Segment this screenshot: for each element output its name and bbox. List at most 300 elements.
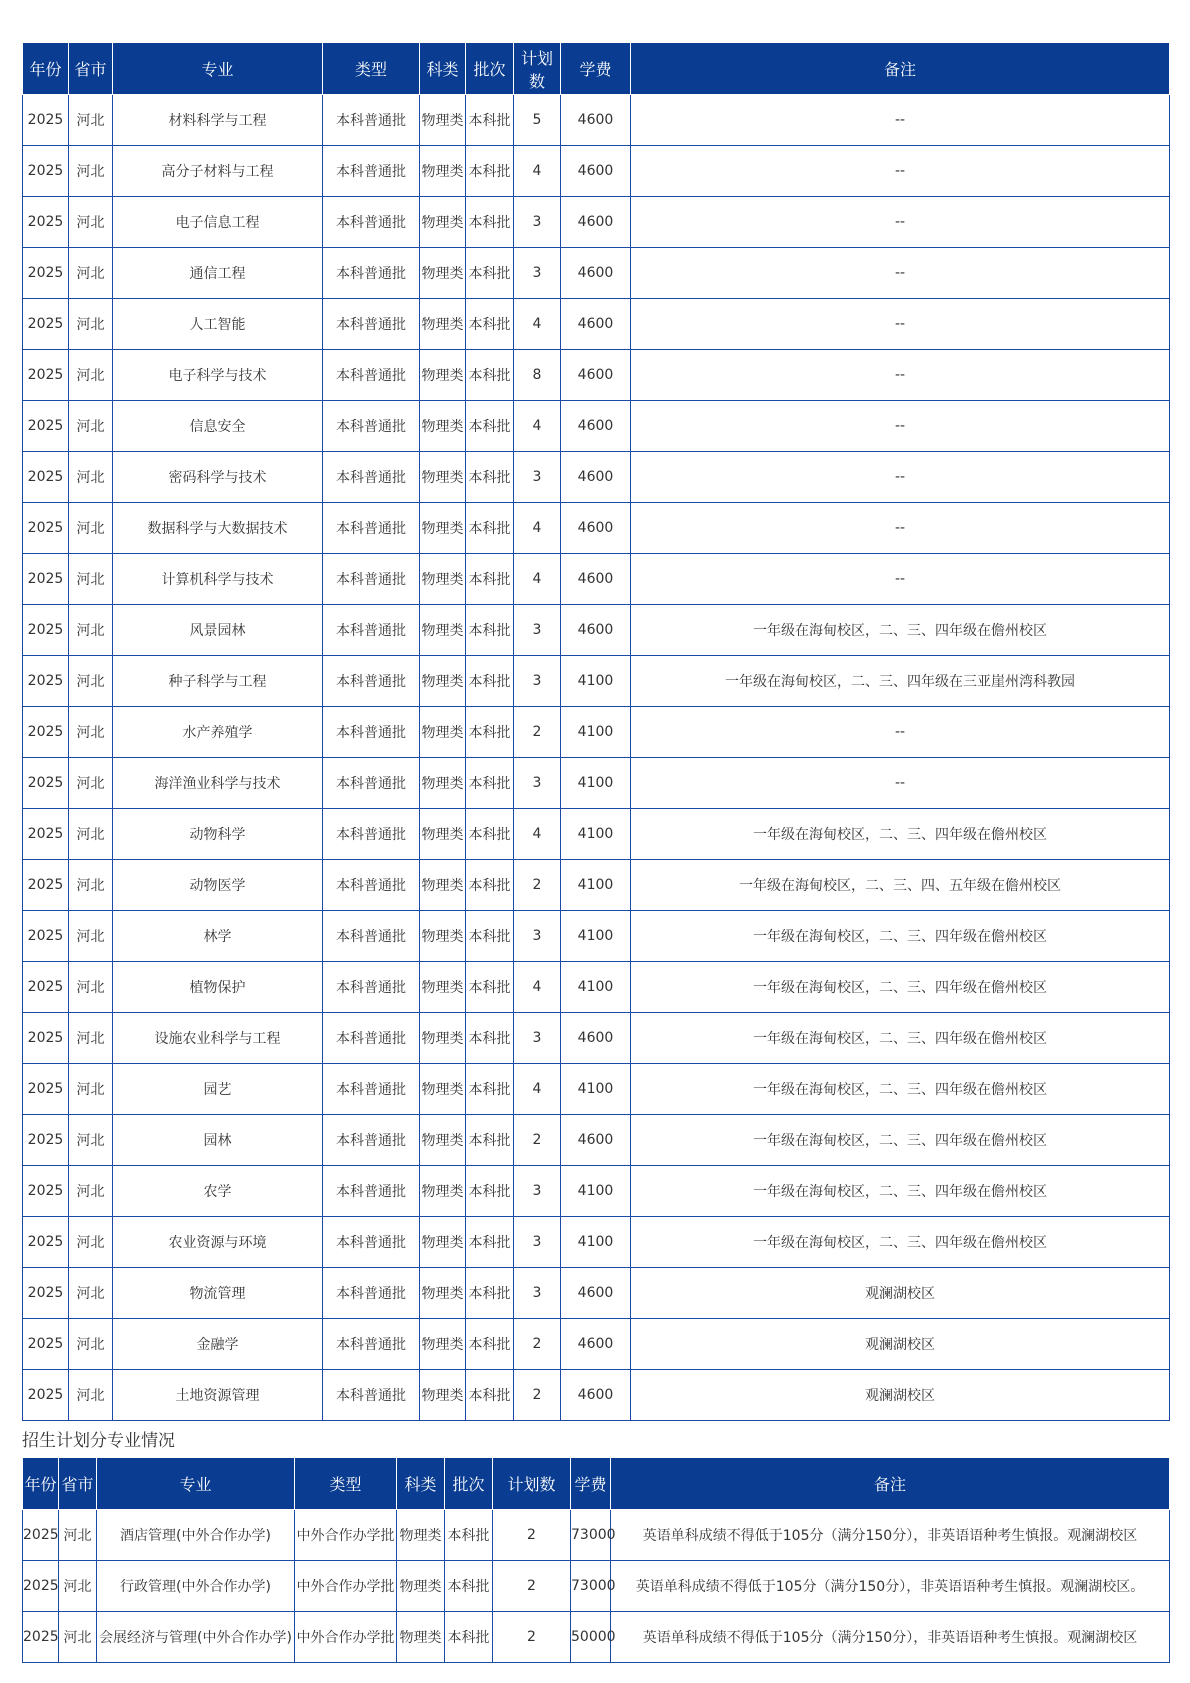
cell-batch: 本科批: [466, 1268, 514, 1319]
cell-batch: 本科批: [466, 452, 514, 503]
cell-province: 河北: [69, 860, 113, 911]
cell-major: 动物科学: [113, 809, 323, 860]
table-header-row: [23, 1458, 1170, 1510]
cell-plan-count: 3: [514, 1013, 561, 1064]
table-row: [23, 1268, 1170, 1319]
header-province: 省市: [69, 43, 113, 95]
cell-major: 土地资源管理: [113, 1370, 323, 1421]
cell-year: 2025: [23, 248, 69, 299]
cell-year: 2025: [23, 758, 69, 809]
cell-remarks: 一年级在海甸校区，二、三、四年级在儋州校区: [631, 809, 1170, 860]
table-row: [23, 1370, 1170, 1421]
cell-major: 动物医学: [113, 860, 323, 911]
cell-category: 物理类: [420, 1013, 466, 1064]
cell-type: 本科普通批: [323, 962, 420, 1013]
cell-year: 2025: [23, 1370, 69, 1421]
cell-year: 2025: [23, 1064, 69, 1115]
header-major: 专业: [97, 1458, 295, 1510]
cell-type: 本科普通批: [323, 1268, 420, 1319]
cell-tuition: 4100: [561, 911, 631, 962]
cell-year: 2025: [23, 299, 69, 350]
cell-remarks: 一年级在海甸校区，二、三、四年级在儋州校区: [631, 605, 1170, 656]
cell-year: 2025: [23, 1166, 69, 1217]
cell-major: 风景园林: [113, 605, 323, 656]
cell-province: 河北: [69, 248, 113, 299]
cell-type: 本科普通批: [323, 809, 420, 860]
table-body: [23, 95, 1170, 1421]
cell-type: 本科普通批: [323, 1013, 420, 1064]
cell-major: 电子科学与技术: [113, 350, 323, 401]
cell-remarks: --: [631, 401, 1170, 452]
table-row: [23, 1064, 1170, 1115]
cell-province: 河北: [69, 1115, 113, 1166]
cell-remarks: 一年级在海甸校区，二、三、四年级在儋州校区: [631, 1115, 1170, 1166]
table-row: [23, 350, 1170, 401]
cell-remarks: 英语单科成绩不得低于105分（满分150分），非英语语种考生慎报。观澜湖校区: [611, 1612, 1170, 1663]
header-plan-count: 计划数: [493, 1458, 571, 1510]
cell-remarks: 英语单科成绩不得低于105分（满分150分），非英语语种考生慎报。观澜湖校区。: [611, 1561, 1170, 1612]
cell-category: 物理类: [420, 1064, 466, 1115]
cell-major: 金融学: [113, 1319, 323, 1370]
cell-tuition: 4600: [561, 248, 631, 299]
cell-batch: 本科批: [466, 554, 514, 605]
table-row: [23, 758, 1170, 809]
cell-category: 物理类: [420, 860, 466, 911]
cell-batch: 本科批: [466, 860, 514, 911]
cell-major: 林学: [113, 911, 323, 962]
table-row: [23, 1115, 1170, 1166]
cell-year: 2025: [23, 1319, 69, 1370]
cell-remarks: 观澜湖校区: [631, 1319, 1170, 1370]
header-remarks: 备注: [611, 1458, 1170, 1510]
header-province: 省市: [59, 1458, 97, 1510]
cell-category: 物理类: [420, 1115, 466, 1166]
cell-province: 河北: [69, 1370, 113, 1421]
cell-remarks: 一年级在海甸校区，二、三、四、五年级在儋州校区: [631, 860, 1170, 911]
cell-type: 本科普通批: [323, 1319, 420, 1370]
cell-batch: 本科批: [466, 248, 514, 299]
cell-type: 本科普通批: [323, 350, 420, 401]
cell-province: 河北: [69, 146, 113, 197]
cell-batch: 本科批: [466, 299, 514, 350]
cell-tuition: 4600: [561, 1319, 631, 1370]
cell-batch: 本科批: [466, 1370, 514, 1421]
cell-province: 河北: [69, 1217, 113, 1268]
cell-tuition: 4600: [561, 95, 631, 146]
cell-category: 物理类: [420, 95, 466, 146]
cell-plan-count: 4: [514, 554, 561, 605]
cell-batch: 本科批: [466, 1217, 514, 1268]
cell-major: 材料科学与工程: [113, 95, 323, 146]
cell-type: 本科普通批: [323, 299, 420, 350]
cell-year: 2025: [23, 656, 69, 707]
cell-remarks: --: [631, 95, 1170, 146]
cell-remarks: --: [631, 299, 1170, 350]
cell-year: 2025: [23, 1217, 69, 1268]
cell-remarks: --: [631, 758, 1170, 809]
cell-plan-count: 4: [514, 962, 561, 1013]
header-year: 年份: [23, 1458, 59, 1510]
table-row: [23, 707, 1170, 758]
table-row: [23, 503, 1170, 554]
cell-remarks: --: [631, 707, 1170, 758]
cell-plan-count: 3: [514, 911, 561, 962]
cell-type: 本科普通批: [323, 605, 420, 656]
cell-category: 物理类: [420, 299, 466, 350]
joint-program-table: [22, 1457, 1170, 1663]
cell-remarks: 一年级在海甸校区，二、三、四年级在儋州校区: [631, 911, 1170, 962]
cell-plan-count: 5: [514, 95, 561, 146]
cell-plan-count: 2: [514, 707, 561, 758]
cell-tuition: 4600: [561, 299, 631, 350]
cell-plan-count: 3: [514, 1217, 561, 1268]
cell-batch: 本科批: [445, 1612, 493, 1663]
cell-tuition: 4600: [561, 1115, 631, 1166]
cell-type: 本科普通批: [323, 707, 420, 758]
cell-province: 河北: [69, 95, 113, 146]
cell-year: 2025: [23, 146, 69, 197]
cell-tuition: 4600: [561, 401, 631, 452]
cell-major: 农学: [113, 1166, 323, 1217]
cell-category: 物理类: [397, 1612, 445, 1663]
cell-province: 河北: [69, 1166, 113, 1217]
cell-province: 河北: [69, 1013, 113, 1064]
cell-year: 2025: [23, 1510, 59, 1561]
cell-tuition: 4100: [561, 1217, 631, 1268]
cell-plan-count: 2: [514, 1115, 561, 1166]
cell-batch: 本科批: [466, 707, 514, 758]
cell-type: 本科普通批: [323, 503, 420, 554]
cell-type: 本科普通批: [323, 452, 420, 503]
cell-type: 本科普通批: [323, 1115, 420, 1166]
cell-province: 河北: [69, 197, 113, 248]
cell-batch: 本科批: [466, 401, 514, 452]
cell-category: 物理类: [420, 656, 466, 707]
cell-province: 河北: [69, 962, 113, 1013]
cell-major: 种子科学与工程: [113, 656, 323, 707]
cell-tuition: 4600: [561, 554, 631, 605]
cell-year: 2025: [23, 1013, 69, 1064]
cell-batch: 本科批: [466, 1064, 514, 1115]
cell-tuition: 73000: [571, 1510, 611, 1561]
cell-tuition: 4100: [561, 809, 631, 860]
table-row: [23, 1561, 1170, 1612]
cell-tuition: 4600: [561, 1370, 631, 1421]
cell-year: 2025: [23, 1268, 69, 1319]
table-row: [23, 401, 1170, 452]
cell-major: 电子信息工程: [113, 197, 323, 248]
cell-category: 物理类: [420, 503, 466, 554]
cell-plan-count: 4: [514, 503, 561, 554]
cell-year: 2025: [23, 962, 69, 1013]
cell-year: 2025: [23, 95, 69, 146]
header-major: 专业: [113, 43, 323, 95]
cell-batch: 本科批: [466, 1319, 514, 1370]
header-batch: 批次: [445, 1458, 493, 1510]
cell-batch: 本科批: [466, 1115, 514, 1166]
cell-tuition: 50000: [571, 1612, 611, 1663]
cell-tuition: 4100: [561, 707, 631, 758]
cell-province: 河北: [69, 554, 113, 605]
table-row: [23, 911, 1170, 962]
cell-category: 物理类: [420, 1217, 466, 1268]
cell-batch: 本科批: [466, 503, 514, 554]
cell-category: 物理类: [397, 1510, 445, 1561]
cell-province: 河北: [69, 656, 113, 707]
cell-batch: 本科批: [466, 95, 514, 146]
cell-type: 中外合作办学批: [295, 1510, 397, 1561]
cell-province: 河北: [69, 299, 113, 350]
table-row: [23, 248, 1170, 299]
cell-major: 设施农业科学与工程: [113, 1013, 323, 1064]
cell-major: 农业资源与环境: [113, 1217, 323, 1268]
cell-year: 2025: [23, 503, 69, 554]
cell-plan-count: 3: [514, 452, 561, 503]
cell-plan-count: 2: [493, 1561, 571, 1612]
cell-province: 河北: [69, 707, 113, 758]
cell-batch: 本科批: [466, 962, 514, 1013]
cell-province: 河北: [69, 911, 113, 962]
cell-category: 物理类: [420, 605, 466, 656]
cell-major: 计算机科学与技术: [113, 554, 323, 605]
header-year: 年份: [23, 43, 69, 95]
cell-major: 密码科学与技术: [113, 452, 323, 503]
cell-category: 物理类: [420, 197, 466, 248]
cell-batch: 本科批: [466, 1166, 514, 1217]
cell-type: 本科普通批: [323, 758, 420, 809]
cell-remarks: --: [631, 248, 1170, 299]
table-row: [23, 554, 1170, 605]
cell-tuition: 4600: [561, 146, 631, 197]
cell-year: 2025: [23, 1115, 69, 1166]
table-body: [23, 1510, 1170, 1663]
header-plan-count: 计划数: [514, 43, 561, 95]
cell-category: 物理类: [420, 707, 466, 758]
enrollment-table: [22, 42, 1170, 1421]
header-tuition: 学费: [561, 43, 631, 95]
cell-plan-count: 4: [514, 299, 561, 350]
cell-remarks: 一年级在海甸校区，二、三、四年级在儋州校区: [631, 1217, 1170, 1268]
cell-year: 2025: [23, 911, 69, 962]
table-row: [23, 146, 1170, 197]
cell-remarks: 观澜湖校区: [631, 1370, 1170, 1421]
cell-category: 物理类: [420, 248, 466, 299]
cell-major: 通信工程: [113, 248, 323, 299]
cell-category: 物理类: [420, 962, 466, 1013]
cell-tuition: 4600: [561, 1268, 631, 1319]
cell-category: 物理类: [420, 1268, 466, 1319]
cell-batch: 本科批: [466, 350, 514, 401]
cell-remarks: --: [631, 554, 1170, 605]
table-row: [23, 809, 1170, 860]
cell-type: 本科普通批: [323, 248, 420, 299]
cell-plan-count: 3: [514, 1268, 561, 1319]
cell-category: 物理类: [420, 146, 466, 197]
cell-remarks: 一年级在海甸校区，二、三、四年级在儋州校区: [631, 1166, 1170, 1217]
cell-province: 河北: [69, 605, 113, 656]
cell-major: 植物保护: [113, 962, 323, 1013]
cell-year: 2025: [23, 707, 69, 758]
cell-major: 海洋渔业科学与技术: [113, 758, 323, 809]
cell-major: 园林: [113, 1115, 323, 1166]
table-row: [23, 95, 1170, 146]
cell-tuition: 4600: [561, 350, 631, 401]
cell-batch: 本科批: [466, 605, 514, 656]
cell-batch: 本科批: [466, 809, 514, 860]
cell-plan-count: 3: [514, 656, 561, 707]
cell-type: 本科普通批: [323, 401, 420, 452]
cell-tuition: 4100: [561, 860, 631, 911]
cell-type: 本科普通批: [323, 95, 420, 146]
table-header-row: [23, 43, 1170, 95]
cell-remarks: --: [631, 146, 1170, 197]
cell-tuition: 4100: [561, 1064, 631, 1115]
cell-plan-count: 2: [514, 860, 561, 911]
cell-type: 本科普通批: [323, 1217, 420, 1268]
cell-province: 河北: [59, 1561, 97, 1612]
cell-remarks: 观澜湖校区: [631, 1268, 1170, 1319]
cell-tuition: 73000: [571, 1561, 611, 1612]
header-tuition: 学费: [571, 1458, 611, 1510]
cell-category: 物理类: [420, 1319, 466, 1370]
cell-category: 物理类: [420, 554, 466, 605]
cell-plan-count: 4: [514, 146, 561, 197]
cell-plan-count: 2: [493, 1612, 571, 1663]
table-row: [23, 605, 1170, 656]
cell-tuition: 4100: [561, 962, 631, 1013]
cell-type: 本科普通批: [323, 554, 420, 605]
cell-category: 物理类: [420, 350, 466, 401]
cell-plan-count: 4: [514, 1064, 561, 1115]
cell-batch: 本科批: [466, 197, 514, 248]
cell-year: 2025: [23, 860, 69, 911]
table-row: [23, 1013, 1170, 1064]
cell-province: 河北: [69, 1268, 113, 1319]
cell-major: 水产养殖学: [113, 707, 323, 758]
cell-year: 2025: [23, 554, 69, 605]
cell-province: 河北: [69, 503, 113, 554]
header-category: 科类: [397, 1458, 445, 1510]
cell-category: 物理类: [420, 758, 466, 809]
cell-batch: 本科批: [466, 1013, 514, 1064]
cell-type: 本科普通批: [323, 1166, 420, 1217]
cell-tuition: 4600: [561, 452, 631, 503]
cell-plan-count: 3: [514, 197, 561, 248]
cell-tuition: 4600: [561, 197, 631, 248]
cell-type: 本科普通批: [323, 860, 420, 911]
cell-major: 园艺: [113, 1064, 323, 1115]
cell-year: 2025: [23, 1561, 59, 1612]
cell-remarks: --: [631, 350, 1170, 401]
cell-province: 河北: [69, 1319, 113, 1370]
cell-category: 物理类: [397, 1561, 445, 1612]
cell-remarks: --: [631, 503, 1170, 554]
cell-remarks: 一年级在海甸校区，二、三、四年级在三亚崖州湾科教园: [631, 656, 1170, 707]
page-content: [22, 42, 1169, 1663]
table-row: [23, 452, 1170, 503]
cell-category: 物理类: [420, 452, 466, 503]
cell-type: 中外合作办学批: [295, 1561, 397, 1612]
cell-year: 2025: [23, 605, 69, 656]
cell-tuition: 4600: [561, 503, 631, 554]
cell-plan-count: 4: [514, 401, 561, 452]
cell-major: 数据科学与大数据技术: [113, 503, 323, 554]
cell-year: 2025: [23, 401, 69, 452]
cell-type: 本科普通批: [323, 1370, 420, 1421]
cell-province: 河北: [69, 809, 113, 860]
table-row: [23, 299, 1170, 350]
cell-major: 行政管理(中外合作办学): [97, 1561, 295, 1612]
cell-remarks: 一年级在海甸校区，二、三、四年级在儋州校区: [631, 962, 1170, 1013]
cell-batch: 本科批: [466, 758, 514, 809]
cell-remarks: 英语单科成绩不得低于105分（满分150分），非英语语种考生慎报。观澜湖校区: [611, 1510, 1170, 1561]
cell-province: 河北: [59, 1612, 97, 1663]
cell-type: 本科普通批: [323, 197, 420, 248]
cell-province: 河北: [69, 401, 113, 452]
cell-type: 本科普通批: [323, 656, 420, 707]
cell-plan-count: 3: [514, 1166, 561, 1217]
cell-plan-count: 3: [514, 605, 561, 656]
cell-major: 会展经济与管理(中外合作办学): [97, 1612, 295, 1663]
cell-remarks: --: [631, 197, 1170, 248]
cell-type: 本科普通批: [323, 146, 420, 197]
cell-category: 物理类: [420, 809, 466, 860]
cell-tuition: 4600: [561, 605, 631, 656]
cell-type: 本科普通批: [323, 911, 420, 962]
cell-province: 河北: [69, 758, 113, 809]
cell-year: 2025: [23, 350, 69, 401]
cell-province: 河北: [69, 1064, 113, 1115]
cell-remarks: 一年级在海甸校区，二、三、四年级在儋州校区: [631, 1064, 1170, 1115]
cell-tuition: 4600: [561, 1013, 631, 1064]
table-row: [23, 860, 1170, 911]
cell-province: 河北: [69, 452, 113, 503]
cell-major: 人工智能: [113, 299, 323, 350]
cell-tuition: 4100: [561, 656, 631, 707]
cell-plan-count: 8: [514, 350, 561, 401]
cell-category: 物理类: [420, 1166, 466, 1217]
cell-year: 2025: [23, 452, 69, 503]
table-row: [23, 1217, 1170, 1268]
cell-major: 酒店管理(中外合作办学): [97, 1510, 295, 1561]
cell-province: 河北: [59, 1510, 97, 1561]
cell-plan-count: 3: [514, 248, 561, 299]
cell-batch: 本科批: [466, 656, 514, 707]
cell-year: 2025: [23, 809, 69, 860]
table-row: [23, 656, 1170, 707]
header-type: 类型: [295, 1458, 397, 1510]
cell-major: 高分子材料与工程: [113, 146, 323, 197]
table-row: [23, 1612, 1170, 1663]
cell-type: 中外合作办学批: [295, 1612, 397, 1663]
table-row: [23, 962, 1170, 1013]
cell-plan-count: 3: [514, 758, 561, 809]
section-title: 招生计划分专业情况: [22, 1431, 175, 1451]
header-batch: 批次: [466, 43, 514, 95]
table-row: [23, 1166, 1170, 1217]
cell-tuition: 4100: [561, 1166, 631, 1217]
cell-major: 信息安全: [113, 401, 323, 452]
table-row: [23, 1510, 1170, 1561]
cell-year: 2025: [23, 197, 69, 248]
cell-type: 本科普通批: [323, 1064, 420, 1115]
table-row: [23, 197, 1170, 248]
cell-tuition: 4100: [561, 758, 631, 809]
cell-batch: 本科批: [466, 146, 514, 197]
header-category: 科类: [420, 43, 466, 95]
cell-category: 物理类: [420, 911, 466, 962]
cell-batch: 本科批: [466, 911, 514, 962]
